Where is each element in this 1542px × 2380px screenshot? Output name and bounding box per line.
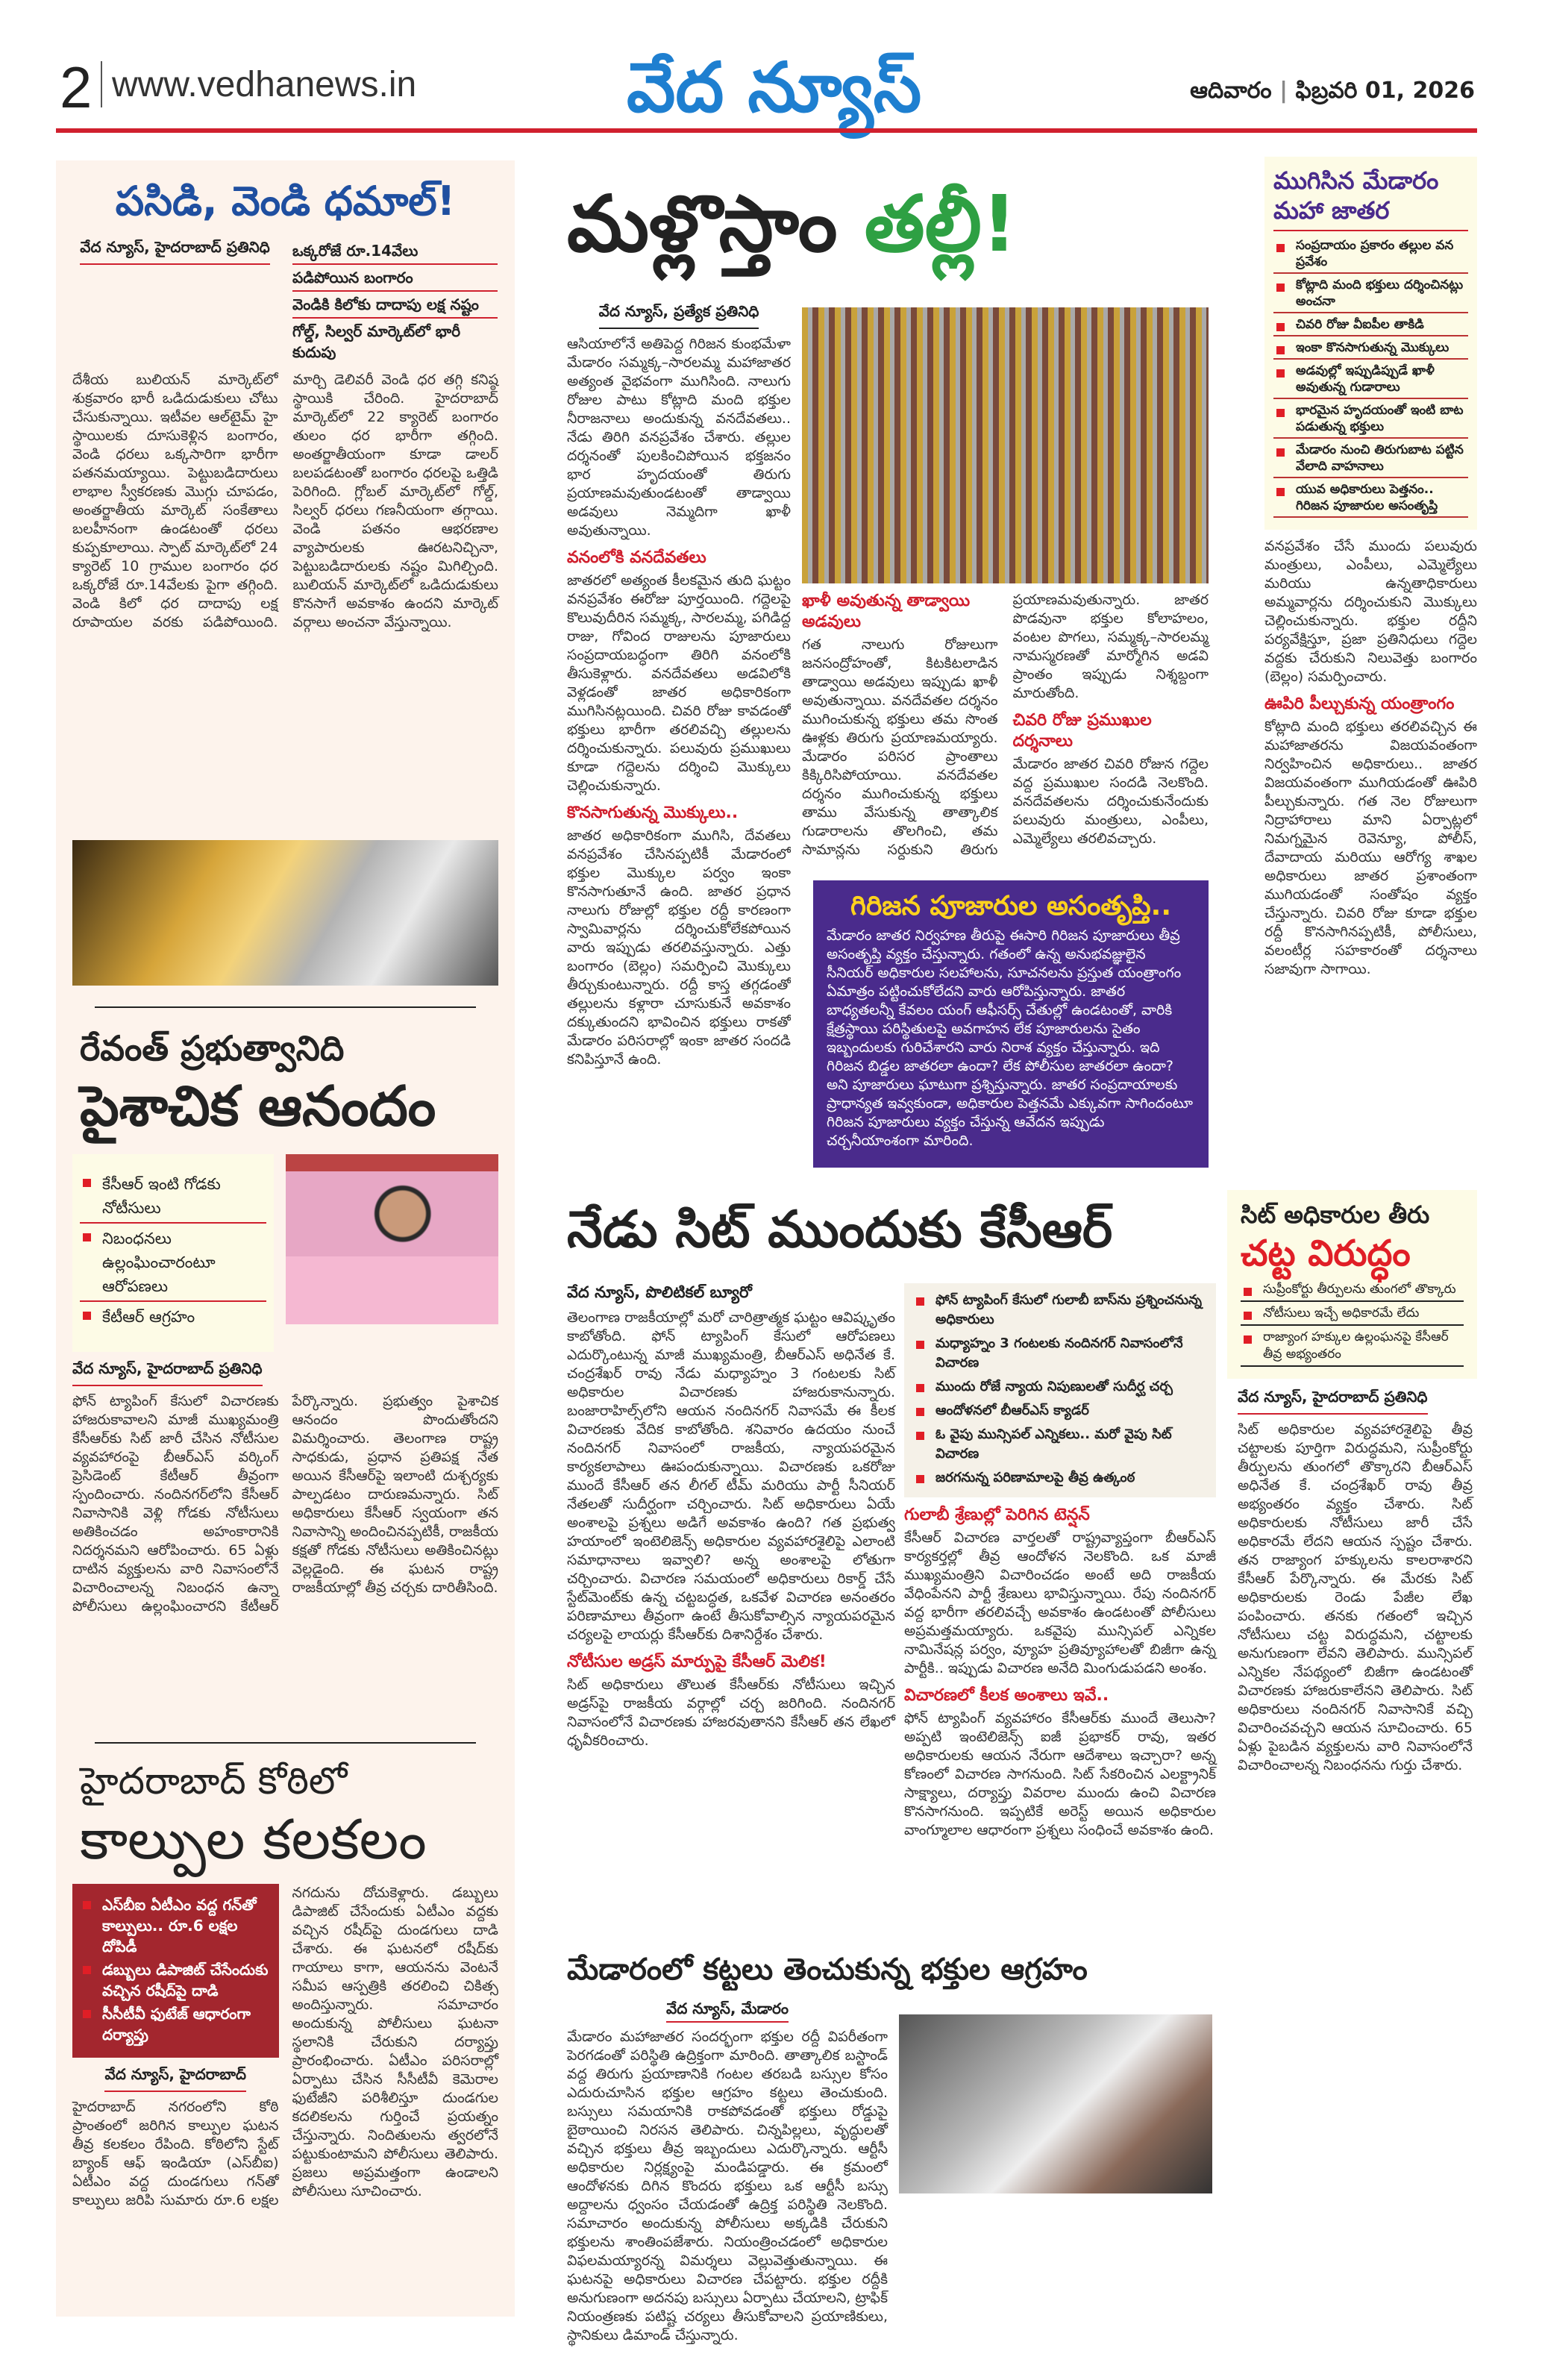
medaram-columns-2-3 [802, 591, 1209, 873]
medaram-sidebar [1264, 157, 1477, 530]
list-item: చివరి రోజు వీఐపీల తాకిడి [1273, 316, 1468, 336]
sit-headline-top: సిట్ అధికారుల తీరు [1241, 1200, 1430, 1229]
list-item: సంప్రదాయం ప్రకారం తల్లుల వన ప్రవేశం [1273, 237, 1468, 274]
highlight: ఫోన్ ట్యాపింగ్ కేసులో గులాబీ బాస్‌ను ప్రశ్నించనున్న అధికారులు [913, 1291, 1207, 1332]
byline: వేద న్యూస్, హైదరాబాద్ ప్రతినిధి [72, 1359, 263, 1386]
kcr-body: ఫోన్ ట్యాపింగ్ వ్యవహారం కేసీఆర్‌కు ముందే తెలుసా? అప్పటి ఇంటెలిజెన్స్ ఐజీ ప్రభాకర్ రావు, ఇతర అధికారులకు ఆయన నేరుగా ఆదేశాలు ఇచ్చారా? అన్న కోణంలో విచారణ సాగనుంది. సిట్ సేకరించిన ఎలక్ట్రానిక్ సాక్ష్యాలు, దర్యాప్తు వివరాల ముందు ఉంచి విచారణ కొనసాగనుంది. ఇప్పటికే అరెస్ట్ అయిన అధికారుల వాంగ్మూలాల ఆధారంగా ప్రశ్నలు సంధించే అవకాశం ఉంది. [904, 1710, 1216, 1838]
website-link[interactable]: www.vedhanews.in [112, 65, 417, 104]
sit-headline-main: చట్ట విరుద్ధం [1241, 1233, 1411, 1274]
medaram-headline [567, 175, 1246, 272]
highlight: కేటీఆర్ ఆగ్రహం [80, 1305, 266, 1331]
header-rule [56, 128, 1477, 133]
devotees-body: మేడారం మహాజాతర సందర్భంగా భక్తుల రద్దీ విపరీతంగా పెరగడంతో పరిస్థితి ఉద్రిక్తంగా మారింది. తాత్కాలిక బస్టాండ్ వద్ద తిరుగు ప్రయాణానికి గంటల తరబడి బస్సుల కోసం ఎదురుచూసిన భక్తుల ఆగ్రహం కట్టలు తెంచుకుంది. బస్సులు సమయానికి రాకపోవడంతో భక్తులు రోడ్డుపై బైఠాయించి నిరసన తెలిపారు. చిన్నపిల్లలు, వృద్ధులతో వచ్చిన భక్తులు తీవ్ర ఇబ్బందులు ఎదుర్కొన్నారు. ఆర్టీసీ అధికారుల నిర్లక్ష్యంపై మండిపడ్డారు. ఈ క్రమంలో ఆందోళనకు దిగిన కొందరు భక్తులు ఒక ఆర్టీసీ బస్సు అద్దాలను ధ్వంసం చేయడంతో ఉద్రిక్త పరిస్థితి నెలకొంది. సమాచారం అందుకున్న పోలీసులు అక్కడికి చేరుకుని భక్తులను శాంతింపజేశారు. నియంత్రించడంలో అధికారుల విఫలమయ్యారన్న విమర్శలు వెల్లువెత్తుతున్నాయి. ఈ ఘటనపై అధికారులు విచారణ చేపట్టారు. భక్తుల రద్దీకి అనుగుణంగా అదనపు బస్సులు ఏర్పాటు చేయాలని, ట్రాఫిక్ నియంత్రణకు పటిష్ట చర్యలు తీసుకోవాలని ప్రయాణికులు, స్థానికులు డిమాండ్ చేస్తున్నారు. [567, 2029, 888, 2343]
byline: వేద న్యూస్, హైదరాబాద్ ప్రతినిధి [1238, 1388, 1428, 1415]
ktr-photo [286, 1154, 498, 1324]
firing-headline-main: కాల్పుల కలకలం [80, 1808, 427, 1872]
subheading: వనంలోకి వనదేవతలు [567, 548, 706, 567]
highlight: మధ్యాహ్నం 3 గంటలకు నందినగర్ నివాసంలోనే విచారణ [913, 1334, 1207, 1375]
highlight: ఓ వైపు మున్సిపల్ ఎన్నికలు.. మరో వైపు సిట్ విచారణ [913, 1425, 1207, 1466]
firing-article [56, 1742, 515, 2317]
byline: వేద న్యూస్, హైదరాబాద్ ప్రతినిధి [80, 238, 270, 265]
kcr-right-column [904, 1283, 1216, 1840]
medaram-column-1 [567, 302, 791, 1171]
page-number: 2 [60, 54, 93, 120]
list-item: ఇంకా కొనసాగుతున్న మొక్కులు [1273, 339, 1468, 360]
subheading: గులాబీ శ్రేణుల్లో పెరిగిన టెన్షన్ [904, 1506, 1090, 1524]
medaram-jatara-photo [802, 307, 1209, 583]
medaram-intro: ఆసియాలోనే అతిపెద్ద గిరిజన కుంభమేళా మేడారం సమ్మక్క–సారలమ్మ మహాజాతర అత్యంత వైభవంగా ముగిసింది. నాలుగు రోజుల పాటు కోట్లాది మంది భక్తుల నీరాజనాలు అందుకున్న వనదేవతలు.. నేడు తిరిగి వనప్రవేశం చేశారు. తల్లుల దర్శనంతో పులకించిపోయిన భక్తజనం భార హృదయంతో తిరుగు ప్రయాణమవుతుండటంతో తాడ్వాయి అడవులు నెమ్మదిగా ఖాళీ అవుతున్నాయి. [567, 336, 791, 539]
highlight: సుప్రీంకోర్టు తీర్పులను తుంగలో తొక్కారు [1241, 1281, 1464, 1302]
headline-part: మళ్లొస్తాం [567, 178, 865, 269]
highlight: జరగనున్న పరిణామాలపై తీవ్ర ఉత్కంఠ [913, 1468, 1207, 1490]
kcr-headline: నేడు సిట్ ముందుకు కేసీఆర్ [567, 1200, 1113, 1259]
list-item: భారమైన హృదయంతో ఇంటి బాట పడుతున్న భక్తులు [1273, 402, 1468, 439]
list-item: అడవుల్లో ఇప్పుడిప్పుడే ఖాళీ అవుతున్న గుడారాలు [1273, 363, 1468, 399]
section-text: జాతర అధికారికంగా ముగిసి, దేవతలు వనప్రవేశం చేసినప్పటికీ మేడారంలో భక్తుల మొక్కుల పర్వం ఇంకా కొనసాగుతూనే ఉంది. జాతర ప్రధాన నాలుగు రోజుల్లో భక్తుల రద్దీ కారణంగా స్వామివార్లను దర్శించుకోలేకపోయిన వారు ఇప్పుడు తరలివస్తున్నారు. ఎత్తు బంగారం (బెల్లం) సమర్పించి మొక్కులు తీర్చుకుంటున్నారు. రద్దీ కాస్త తగ్గడంతో తల్లులను కళ్లారా చూసుకునే అవకాశం దక్కుతుందని భావించిన భక్తులు రాకతో మేడారం పరిసరాల్లో ఇంకా జాతర సందడి కనిపిస్తూనే ఉంది. [567, 827, 791, 1068]
byline: వేద న్యూస్, ప్రత్యేక ప్రతినిధి [599, 302, 759, 329]
sit-body: సిట్ అధికారుల వ్యవహారశైలిపై తీవ్ర చట్టాలకు పూర్తిగా విరుద్ధమని, సుప్రీంకోర్టు తీర్పులను తుంగలో తొక్కారని బీఆర్ఎస్ అధినేత కే. చంద్రశేఖర్ రావు తీవ్ర అభ్యంతరం వ్యక్తం చేశారు. సిట్ అధికారులకు నోటీసులు జారీ చేసే అధికారమే లేదని ఆయన స్పష్టం చేశారు. తన రాజ్యాంగ హక్కులను కాలరాశారని కేసీఆర్ పేర్కొన్నారు. ఈ మేరకు సిట్ అధికారులకు రెండు పేజీల లేఖ పంపించారు. తనకు గతంలో ఇచ్చిన నోటీసులు చట్ట విరుద్ధమని, చట్టాలకు అనుగుణంగా లేవని తెలిపారు. మున్సిపల్ ఎన్నికల నేపథ్యంలో బిజీగా ఉండటంతో విచారణకు హాజరుకాలేనని తెలిపారు. సిట్ అధికారులు నందినగర్ నివాసానికే వచ్చి విచారించవచ్చని ఆయన సూచించారు. 65 ఏళ్లు పైబడిన వ్యక్తులను వారి నివాసంలోనే విచారించాలన్న నిబంధనను గుర్తు చేశారు. [1238, 1421, 1473, 1773]
revanth-highlights [72, 1154, 274, 1352]
highlight: నిబంధనలు ఉల్లంఘించారంటూ ఆరోపణలు [80, 1227, 266, 1302]
highlight: సీసీటీవీ ఫుటేజ్ ఆధారంగా దర్యాప్తు [80, 2003, 272, 2047]
section-text: గత నాలుగు రోజులుగా జనసంద్రోహంతో, కిటకిటలాడిన తాడ్వాయి అడవులు ఇప్పుడు ఖాళీ అవుతున్నాయి. వనదేవతల దర్శనం ముగించుకున్న భక్తులు తమ సొంత ఊళ్లకు తిరుగు ప్రయాణమయ్యారు. మేడారం పరిసర ప్రాంతాలు కిక్కిరిసిపోయాయి. వనదేవతల దర్శనం ముగించుకున్న భక్తులు తాము వేసుకున్న తాత్కాలిక గుడారాలను తొలగించి, తమ సామాన్లను సర్దుకుని తిరుగు ప్రయాణమవుతున్నారు. జాతర పొడవునా భక్తుల కోలాహలం, వంటల పొగలు, సమ్మక్క–సారలమ్మ నామస్మరణతో మార్మోగిన అడవి ప్రాంతం ఇప్పుడు నిశ్శబ్దంగా మారుతోంది. [802, 592, 1209, 858]
subheading: ఊపిరి పీల్చుకున్న యంత్రాంగం [1264, 695, 1455, 713]
sit-column [1227, 1190, 1477, 2324]
revanth-body: ఫోన్ ట్యాపింగ్ కేసులో విచారణకు హాజరుకావాలని మాజీ ముఖ్యమంత్రి కేసీఆర్‌కు సిట్ జారీ చేసిన నోటీసుల వ్యవహారంపై బీఆర్ఎస్ వర్కింగ్ ప్రెసిడెంట్ కేటీఆర్ తీవ్రంగా స్పందించారు. నందినగర్‌లోని కేసీఆర్ నివాసానికి వెళ్లి గోడకు నోటీసులు అతికించడం అహంకారానికి నిదర్శనమని ఆరోపించారు. 65 ఏళ్లు దాటిన వ్యక్తులను వారి నివాసంలోనే విచారించాలన్న నిబంధన ఉన్నా పోలీసులు ఉల్లంఘించారని కేటీఆర్ పేర్కొన్నారు. ప్రభుత్వం పైశాచిక ఆనందం పొందుతోందని విమర్శించారు. తెలంగాణ రాష్ట్ర సాధకుడు, ప్రధాన ప్రతిపక్ష నేత అయిన కేసీఆర్‌పై ఇలాంటి దుశ్చర్యకు పాల్పడటం దారుణమన్నారు. సిట్ అధికారులు కేసీఆర్ స్వయంగా తన నివాసాన్ని అందించినప్పటికీ, రాజకీయ కక్షతో గోడకు నోటీసులు అతికించినట్లు వెల్లడైంది. ఈ ఘటన రాష్ట్ర రాజకీయాల్లో తీవ్ర చర్చకు దారితీసింది. [72, 1393, 498, 1615]
sidebar-list [1273, 237, 1468, 518]
highlight: గోల్డ్, సిల్వర్ మార్కెట్‌లో భారీ కుదుపు [292, 322, 461, 361]
byline: వేద న్యూస్, హైదరాబాద్ [104, 2065, 246, 2092]
highlight: ముందు రోజే న్యాయ నిపుణులతో సుదీర్ఘ చర్చ [913, 1377, 1207, 1399]
highlight: ఒక్కరోజే రూ.14వేలు [292, 238, 498, 265]
highlight: నోటీసులు ఇచ్చే అధికారమే లేదు [1241, 1305, 1464, 1326]
subheading: చివరి రోజు ప్రముఖుల దర్శనాలు [1012, 711, 1152, 751]
purple-box-title: గిరిజన పూజారుల అసంతృప్తి.. [850, 891, 1172, 921]
headline-part: తల్లీ! [864, 178, 1018, 269]
gold-article [56, 160, 515, 996]
highlight: ఎస్‌బీఐ ఏటీఎం వద్ద గన్‌తో కాల్పులు.. రూ.6 లక్షల దోపిడీ [80, 1894, 272, 1959]
highlight: ఆందోళనలో బీఆర్ఎస్ క్యాడర్ [913, 1401, 1207, 1423]
purple-box [813, 880, 1209, 1168]
kcr-body: తెలంగాణ రాజకీయాల్లో మరో చారిత్రాత్మక ఘట్టం ఆవిష్కృతం కాబోతోంది. ఫోన్ ట్యాపింగ్ కేసులో ఆరోపణలు ఎదుర్కొంటున్న మాజీ ముఖ్యమంత్రి, బీఆర్ఎస్ అధినేత కే. చంద్రశేఖర్ రావు నేడు మధ్యాహ్నం 3 గంటలకు సిట్ అధికారుల విచారణకు హాజరుకానున్నారు. బంజారాహిల్స్‌లోని ఆయన నందినగర్ నివాసమే ఈ కీలక విచారణకు వేదిక కాబోతోంది. శనివారం ఉదయం నుంచే నందినగర్ నివాసంలో రాజకీయ, న్యాయపరమైన కార్యకలాపాలు ఊపందుకున్నాయి. విచారణకు ఒకరోజు ముందే కేసీఆర్ తన లీగల్ టీమ్ మరియు పార్టీ సీనియర్ నేతలతో సుదీర్ఘంగా చర్చించారు. సిట్ అధికారులు ఏయే అంశాలపై ప్రశ్నలు అడిగే అవకాశం ఉంది? గత ప్రభుత్వ హయాంలో ఇంటెలిజెన్స్ అధికారుల వ్యవహారశైలిపై ఎలాంటి సమాధానాలు ఇవ్వాలి? అన్న అంశాలపై లోతుగా చర్చించారు. విచారణ సమయంలో అధికారులు రికార్డ్ చేసే స్టేట్‌మెంట్‌కు ఉన్న చట్టబద్ధత, ఒకవేళ విచారణ అనంతరం పరిణామాలు తీవ్రంగా ఉంటే తీసుకోవాల్సిన న్యాయపరమైన చర్యలపై లాయర్లు కేసీఆర్‌కు దిశానిర్దేశం చేశారు. [567, 1309, 895, 1643]
highlight: రాజ్యాంగ హక్కుల ఉల్లంఘనపై కేసీఆర్ తీవ్ర అభ్యంతరం [1241, 1329, 1464, 1367]
date: ఫిబ్రవరి 01, 2026 [1295, 78, 1475, 104]
byline: వేద న్యూస్, పొలిటికల్ బ్యూరో [567, 1283, 752, 1301]
gold-jewellery-photo [72, 840, 498, 986]
gold-body: దేశీయ బులియన్ మార్కెట్‌లో శుక్రవారం భారీ ఒడిదుడుకులు చోటు చేసుకున్నాయి. ఇటీవల ఆల్‌టైమ్ హై స్థాయిలకు దూసుకెళ్లిన బంగారం, వెండి ధరలు ఒక్కసారిగా భారీగా పతనమయ్యాయి. పెట్టుబడిదారులు లాభాల స్వీకరణకు మొగ్గు చూపడం, అంతర్జాతీయ మార్కెట్ సంకేతాలు బలహీనంగా ఉండటంతో ధరలు కుప్పకూలాయి. స్పాట్ మార్కెట్‌లో 24 క్యారెట్ 10 గ్రాముల బంగారం ధర ఒక్కరోజే రూ.14వేలకు పైగా తగ్గింది. వెండి కిలో ధర దాదాపు లక్ష రూపాయల వరకు పడిపోయింది. మార్చి డెలివరీ వెండి ధర తగ్గి కనిష్ఠ స్థాయికి చేరింది. హైదరాబాద్ మార్కెట్‌లో 22 క్యారెట్ బంగారం తులం ధర భారీగా తగ్గింది. అంతర్జాతీయంగా కూడా డాలర్ బలపడటంతో బంగారం ధరలపై ఒత్తిడి పెరిగింది. గ్లోబల్ మార్కెట్‌లో గోల్డ్, సిల్వర్ ధరలు గణనీయంగా తగ్గాయి. వెండి పతనం ఆభరణాల వ్యాపారులకు ఊరటనిచ్చినా, పెట్టుబడిదారులకు నష్టం మిగిల్చింది. బులియన్ మార్కెట్‌లో ఒడిదుడుకులు కొనసాగే అవకాశం ఉందని మార్కెట్ వర్గాలు అంచనా వేస్తున్నాయి. [72, 372, 498, 630]
highlight: వెండికి కిలోకు దాదాపు లక్ష నష్టం [292, 292, 498, 319]
highlight: కేసీఆర్ ఇంటి గోడకు నోటీసులు [80, 1172, 266, 1224]
sidebar-body: వనప్రవేశం చేసే ముందు పలువురు మంత్రులు, ఎంపీలు, ఎమ్మెల్యేలు మరియు ఉన్నతాధికారులు అమ్మవార్లను దర్శించుకుని మొక్కులు చెల్లించుకున్నారు. భక్తుల రద్దీని పర్యవేక్షిస్తూ, ప్రజా ప్రతినిధులు గద్దెల వద్దకు చేరుకుని నిలువెత్తు బంగారం (బెల్లం) సమర్పించారు. [1264, 538, 1477, 685]
masthead-logo: వేద న్యూస్ [627, 48, 922, 128]
kcr-body: సిట్ అధికారులు తొలుత కేసీఆర్‌కు నోటీసులు ఇచ్చిన అడ్రస్‌పై రాజకీయ వర్గాల్లో చర్చ జరిగింది. నందినగర్ నివాసంలోనే విచారణకు హాజరవుతానని కేసీఆర్ తన లేఖలో ధృవీకరించారు. [567, 1676, 895, 1749]
devotees-headline: మేడారంలో కట్టలు తెంచుకున్న భక్తుల ఆగ్రహం [567, 1952, 1088, 1987]
byline: వేద న్యూస్, మేడారం [666, 1999, 789, 2023]
revanth-headline-top: రేవంత్ ప్రభుత్వానిది [80, 1028, 345, 1068]
list-item: మేడారం నుంచి తిరుగుబాట పట్టిన వేలాది వాహనాలు [1273, 442, 1468, 478]
subheading: కొనసాగుతున్న మొక్కులు.. [567, 804, 739, 822]
kcr-highlights [904, 1283, 1216, 1497]
highlight: డబ్బులు డిపాజిట్ చేసేందుకు వచ్చిన రషీద్‌పై దాడి [80, 1959, 272, 2003]
kcr-body: కేసీఆర్ విచారణ వార్తలతో రాష్ట్రవ్యాప్తంగా బీఆర్ఎస్ కార్యకర్తల్లో తీవ్ర ఆందోళన నెలకొంది. ఒక మాజీ ముఖ్యమంత్రిని విచారించడం అంటే అది రాజకీయ వేధింపేనని పార్టీ శ్రేణులు భావిస్తున్నాయి. రేపు నందినగర్ వద్ద భారీగా తరలివచ్చే అవకాశం ఉండటంతో పోలీసులు అప్రమత్తమయ్యారు. ఒకవైపు మున్సిపల్ ఎన్నికల నామినేషన్ల పర్వం, వ్యూహ ప్రతివ్యూహాలతో బిజీగా ఉన్న పార్టీకి.. ఇప్పుడు విచారణ అనేది మింగుడుపడని అంశం. [904, 1529, 1216, 1676]
firing-highlights [72, 1884, 279, 2058]
sit-box [1227, 1190, 1477, 1379]
issue-date: ఆదివారం | ఫిబ్రవరి 01, 2026 [1190, 78, 1475, 104]
subheading: నోటీసుల అడ్రస్ మార్పుపై కేసీఆర్ మెలిక! [567, 1653, 827, 1671]
sidebar-headline: ముగిసిన మేడారం మహా జాతర [1273, 166, 1468, 231]
firing-body: హైదరాబాద్ నగరంలోని కోఠి ప్రాంతంలో జరిగిన కాల్పుల ఘటన తీవ్ర కలకలం రేపింది. కోఠిలోని స్టేట్ బ్యాంక్ ఆఫ్ ఇండియా (ఎస్‌బీఐ) ఏటీఎం వద్ద దుండగులు గన్‌తో కాల్పులు జరిపి సుమారు రూ.6 లక్షల నగదును దోచుకెళ్లారు. డబ్బులు డిపాజిట్ చేసేందుకు ఏటీఎం వద్దకు వచ్చిన రషీద్‌పై దుండగులు దాడి చేశారు. ఈ ఘటనలో రషీద్‌కు గాయాలు కాగా, ఆయనను వెంటనే సమీప ఆస్పత్రికి తరలించి చికిత్స అందిస్తున్నారు. సమాచారం అందుకున్న పోలీసులు ఘటనా స్థలానికి చేరుకుని దర్యాప్తు ప్రారంభించారు. ఏటీఎం పరిసరాల్లో ఏర్పాటు చేసిన సీసీటీవీ కెమెరాల ఫుటేజీని పరిశీలిస్తూ దుండగుల కదలికలను గుర్తించే ప్రయత్నం చేస్తున్నారు. నిందితులను త్వరలోనే పట్టుకుంటామని పోలీసులు తెలిపారు. ప్రజలు అప్రమత్తంగా ఉండాలని పోలీసులు సూచించారు. [72, 1885, 498, 2208]
purple-box-text: మేడారం జాతర నిర్వహణ తీరుపై ఈసారి గిరిజన పూజారులు తీవ్ర అసంతృప్తి వ్యక్తం చేస్తున్నారు. గతంలో ఉన్న అనుభవజ్ఞులైన సీనియర్ అధికారుల సలహాలను, సూచనలను ప్రస్తుత యంత్రాంగం ఏమాత్రం పట్టించుకోలేదని వారు ఆరోపిస్తున్నారు. జాతర బాధ్యతలన్నీ కేవలం యంగ్ ఆఫీసర్స్ చేతుల్లో ఉండటంతో, వారికి క్షేత్రస్థాయి పరిస్థితులపై అవగాహన లేక పూజారులను సైతం ఇబ్బందులకు గురిచేశారని వారు నిరాశ వ్యక్తం చేస్తున్నారు. ఇది గిరిజన బిడ్డల జాతరలా ఉందా? లేక పోలీసుల జాతరలా ఉందా? అని పూజారులు ఘాటుగా ప్రశ్నిస్తున్నారు. జాతర సంప్రదాయాలకు ప్రాధాన్యత ఇవ్వకుండా, అధికారుల పెత్తనమే ఎక్కువగా సాగిందంటూ గిరిజన పూజారులు వ్యక్తం చేస్తున్న ఆవేదన ఇప్పుడు చర్చనీయాంశంగా మారింది. [827, 927, 1193, 1149]
section-text: కోట్లాది మంది భక్తులు తరలివచ్చిన ఈ మహాజాతరను విజయవంతంగా నిర్వహించిన అధికారులు.. జాతర విజయవంతంగా ముగియడంతో ఊపిరి పీల్చుకున్నారు. గత నెల రోజులుగా నిద్రాహారాలు మాని ఏర్పాట్లలో నిమగ్నమైన రెవెన్యూ, పోలీస్, దేవాదాయ మరియు ఆరోగ్య శాఖల అధికారులు జాతర ప్రశాంతంగా ముగియడంతో సంతోషం వ్యక్తం చేస్తున్నారు. చివరి రోజు కూడా భక్తుల రద్దీ కొనసాగినప్పటికీ, పోలీసులు, వలంటీర్ల సహకారంతో దర్శనాలు సజావుగా సాగాయి. [1264, 718, 1477, 977]
gold-highlights [292, 238, 498, 365]
day: ఆదివారం [1190, 78, 1272, 104]
revanth-article [56, 996, 515, 1742]
section-text: జాతరలో అత్యంత కీలకమైన తుది ఘట్టం వనప్రవేశం ఈరోజు పూర్తయింది. గద్దెలపై కొలువుదీరిన సమ్మక్క, సారలమ్మ, పగిడిద్ద రాజు, గోవింద రాజులను పూజారులు సంప్రదాయబద్ధంగా తిరిగి వనంలోకి తీసుకెళ్లారు. వనదేవతలు అడవిలోకి వెళ్లడంతో జాతర అధికారికంగా ముగిసినట్లయింది. చివరి రోజు కావడంతో భక్తులు భారీగా తరలివచ్చి తల్లులను దర్శించుకున్నారు. పలువురు ప్రముఖులు కూడా గద్దెలను దర్శించి మొక్కులు చెల్లించుకున్నారు. [567, 572, 791, 794]
highlight: పడిపోయిన బంగారం [292, 265, 498, 292]
section-text: మేడారం జాతర చివరి రోజున గద్దెల వద్ద ప్రముఖుల సందడి నెలకొంది. వనదేవతలను దర్శించుకునేందుకు పలువురు మంత్రులు, ఎంపీలు, ఎమ్మెల్యేలు తరలివచ్చారు. [1012, 756, 1209, 847]
list-item: యువ అధికారులు పెత్తనం.. గిరిజన పూజారుల అసంతృప్తి [1273, 481, 1468, 518]
divider [101, 61, 102, 107]
gold-headline: పసిడి, వెండి ధమాల్! [115, 178, 456, 225]
right-column-top [1264, 157, 1477, 1179]
revanth-headline-main: పైశాచిక ఆనందం [80, 1074, 436, 1139]
subheading: విచారణలో కీలక అంశాలు ఇవే.. [904, 1686, 1109, 1705]
devotees-bus-photo [899, 2014, 1212, 2193]
firing-headline-top: హైదరాబాద్ కోఠిలో [80, 1759, 348, 1803]
subheading: ఖాళీ అవుతున్న తాడ్వాయి అడవులు [802, 592, 971, 631]
list-item: కోట్లాది మంది భక్తులు దర్శించినట్లు అంచనా [1273, 277, 1468, 313]
